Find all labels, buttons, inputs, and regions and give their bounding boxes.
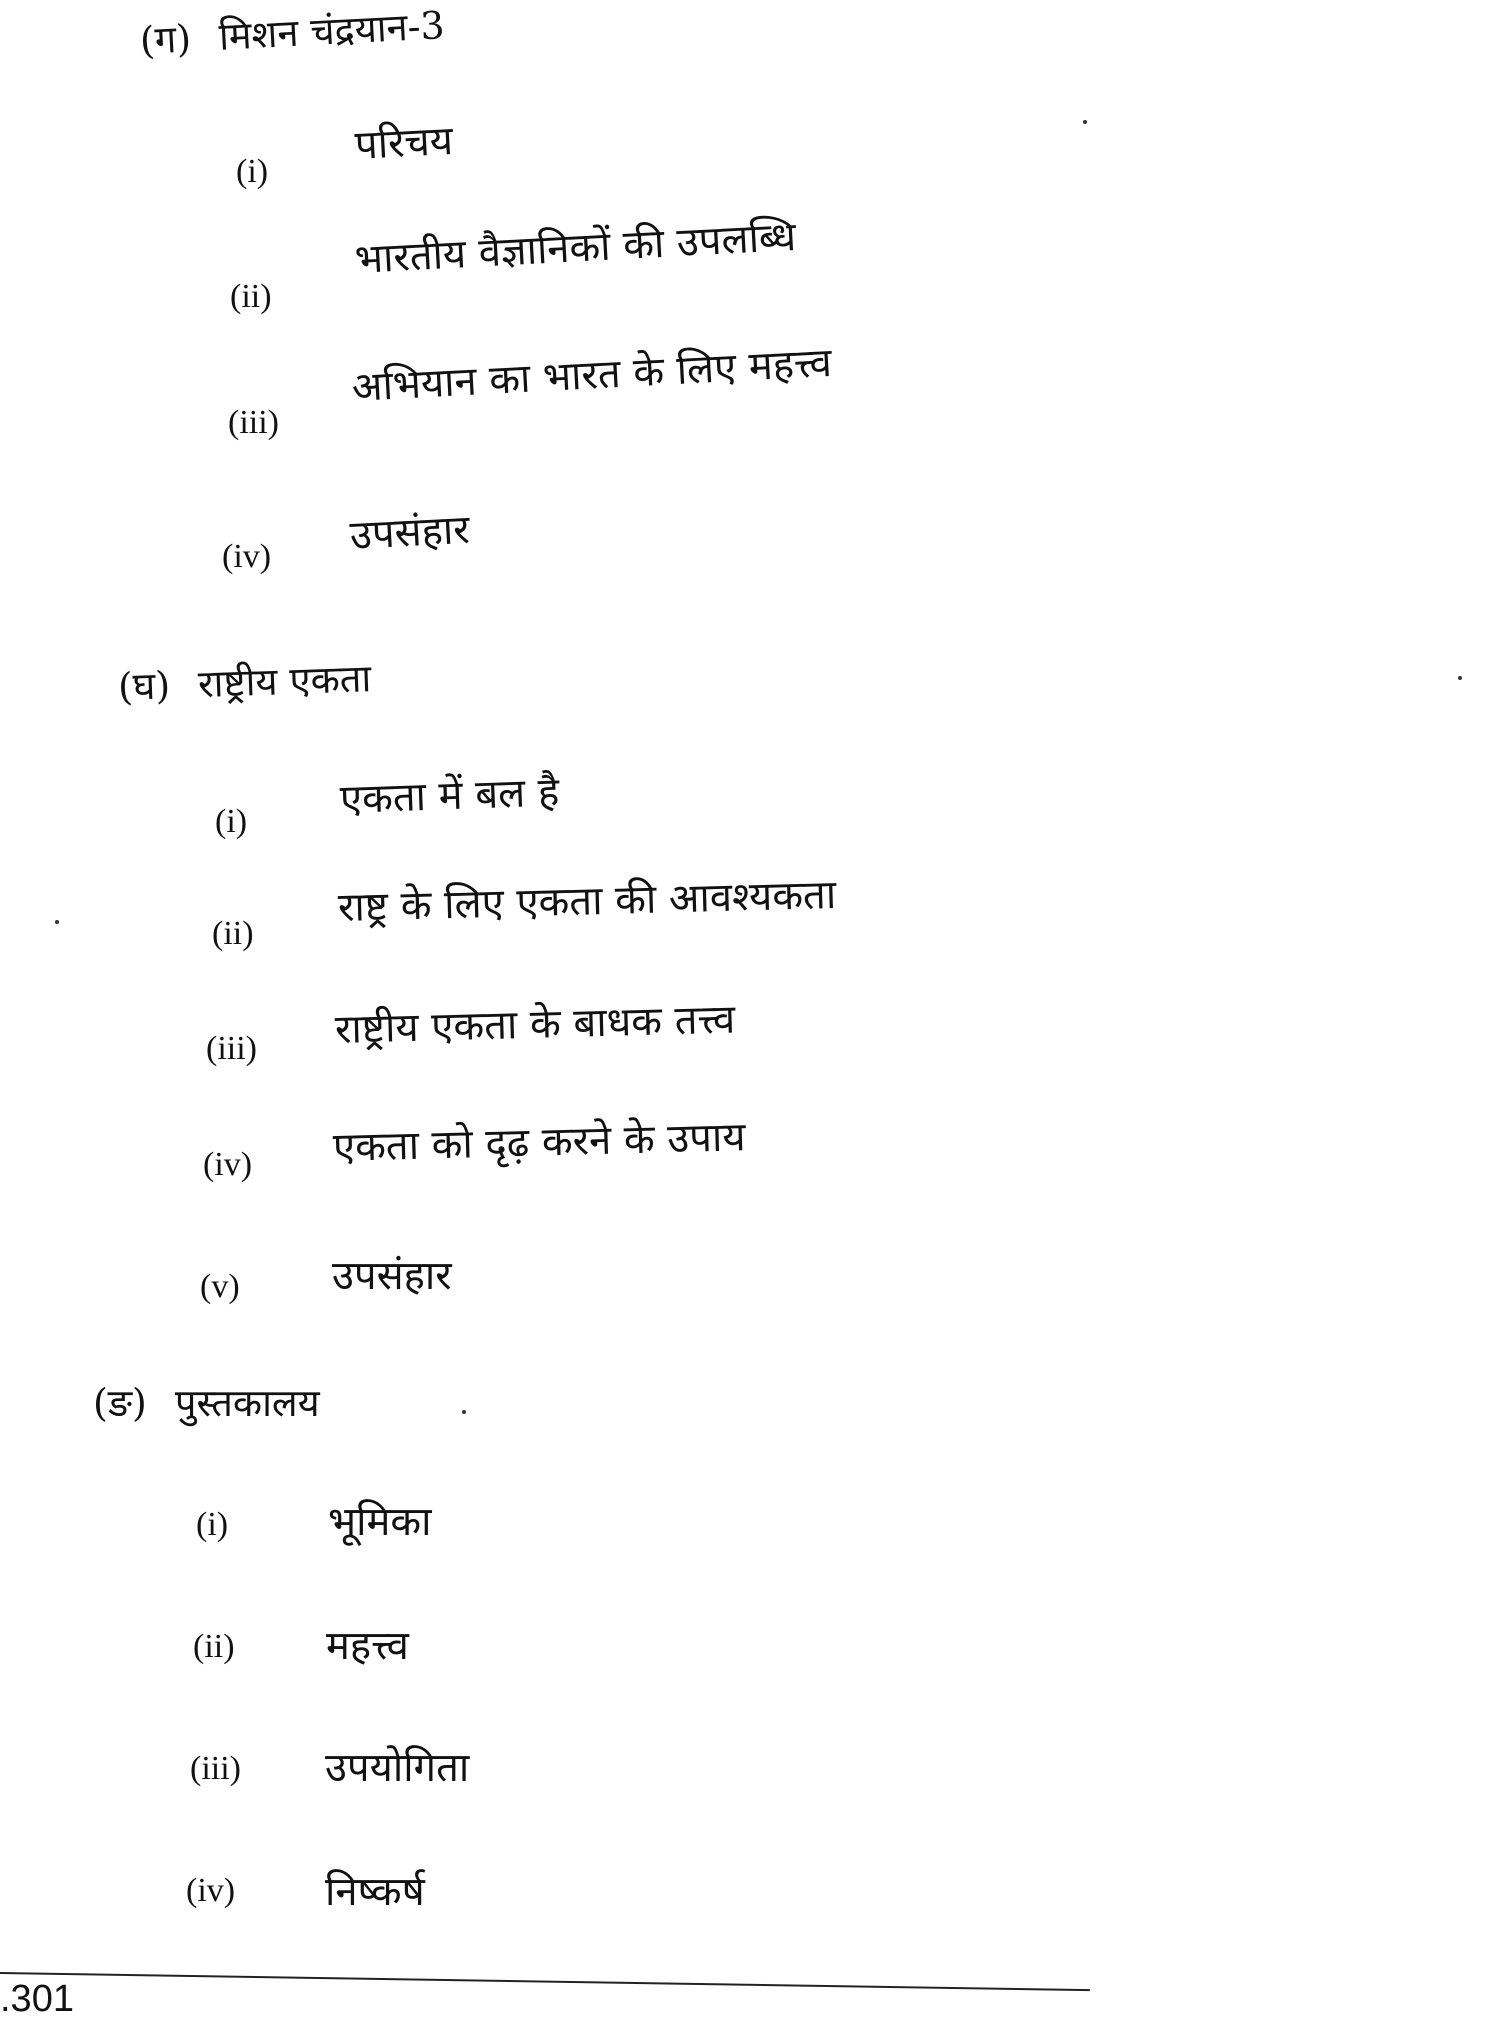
section-marker: (ग) [138,16,193,63]
footer-rule [0,1972,1090,1991]
item-number: (ii) [193,1628,235,1665]
section-heading-gha [117,656,372,709]
item-text: परिचय [353,117,455,169]
section-heading-ga [138,3,446,63]
section-title: मिशन चंद्रयान-3 [217,3,446,59]
item-number: (iii) [228,404,279,441]
item-text: एकता में बल है [339,769,560,823]
item-number: (i) [196,1506,229,1543]
item-number: (i) [215,803,248,840]
scan-speck [1458,676,1462,680]
section-marker: (घ) [117,663,171,709]
page-number: .301 [0,1978,74,2020]
scan-speck [462,1410,466,1414]
item-text: एकता को दृढ़ करने के उपाय [332,1114,747,1171]
item-number: (ii) [230,278,272,315]
item-number: (v) [200,1268,240,1305]
section-heading-nga [93,1381,320,1425]
item-text: भारतीय वैज्ञानिकों की उपलब्धि [353,213,798,283]
item-text: राष्ट्र के लिए एकता की आवश्यकता [337,871,837,931]
scan-speck [1083,120,1087,124]
item-text: राष्ट्रीय एकता के बाधक तत्त्व [334,996,736,1053]
item-text: महत्त्व [326,1623,409,1669]
item-number: (iv) [186,1872,236,1909]
item-number: (iv) [222,538,272,575]
item-text: उपसंहार [332,1253,452,1299]
item-number: (iv) [203,1146,253,1183]
item-number: (iii) [206,1030,257,1067]
section-title: राष्ट्रीय एकता [197,656,372,707]
section-title: पुस्तकालय [174,1381,320,1425]
item-number: (iii) [190,1750,241,1787]
scan-speck [55,920,59,924]
section-marker: (ङ) [93,1381,147,1425]
item-number: (ii) [212,915,254,952]
item-number: (i) [236,153,269,190]
item-text: अभियान का भारत के लिए महत्त्व [350,339,833,411]
item-text: निष्कर्ष [325,1869,425,1915]
item-text: उपसंहार [348,506,471,559]
item-text: भूमिका [328,1499,432,1545]
item-text: उपयोगिता [325,1745,470,1791]
